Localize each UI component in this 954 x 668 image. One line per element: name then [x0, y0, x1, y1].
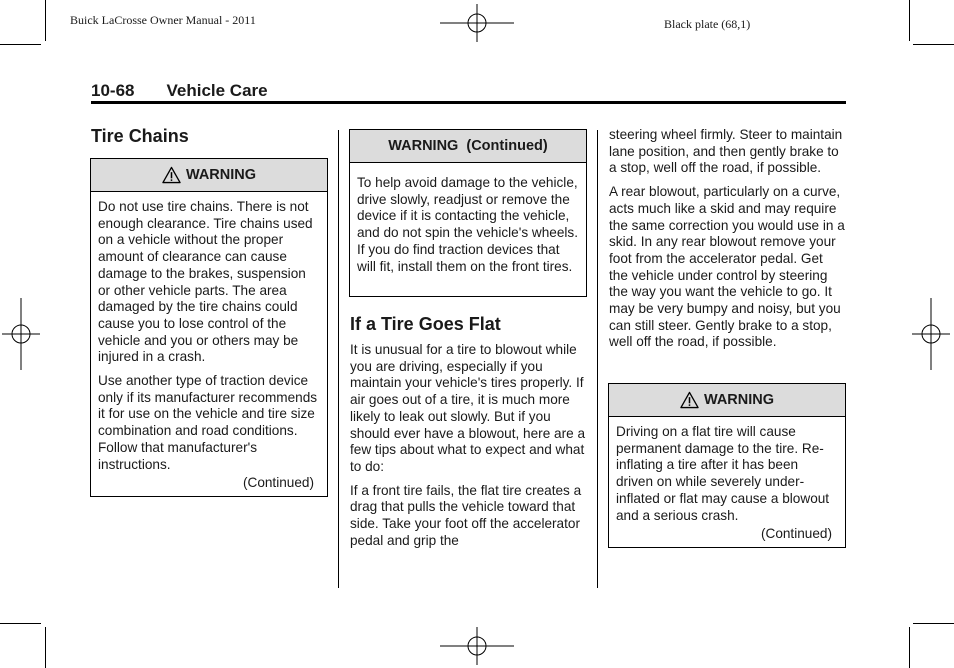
- plate-label: Black plate (68,1): [664, 17, 751, 31]
- warning-paragraph: Use another type of traction device only if its manufacturer recommends it for use on the vehicle and tire size combination and road conditions. Follow that manufacturer's instructions.: [98, 373, 318, 472]
- section-heading-tire-chains: Tire Chains: [91, 126, 189, 146]
- blowout-text: [609, 127, 845, 358]
- warning-title: WARNING (Continued): [388, 138, 548, 154]
- warning-box: [90, 158, 328, 497]
- running-head: [91, 81, 268, 101]
- warning-title: WARNING: [703, 392, 775, 408]
- warning-header: [350, 130, 586, 163]
- warning-box: [608, 383, 846, 548]
- warning-paragraph: To help avoid damage to the vehicle, drive slowly, readjust or remove the device if it is contacting the vehicle, and do not spin the vehicle's wheels. If you do find traction devices that will fit, install them on the front tires.: [357, 175, 578, 274]
- registration-mark-icon: [440, 627, 514, 665]
- warning-header: [609, 384, 845, 417]
- body-paragraph: It is unusual for a tire to blowout while you are driving, especially if you maintain your vehicle's tires properly. If air goes out of a tire, it is much more likely to leak out slowly. But if you should ever have a blowout, here are a few tips about what to expect and what to do:: [350, 342, 586, 474]
- flat-tire-text: [350, 342, 586, 556]
- body-paragraph: steering wheel firmly. Steer to maintain lane position, and then gently brake to a stop, well off the road, if possible.: [609, 127, 843, 176]
- warning-box-continued: [349, 129, 587, 297]
- crop-mark: [909, 0, 910, 41]
- section-title: Vehicle Care: [166, 81, 268, 100]
- page-number: 10-68: [91, 81, 135, 100]
- warning-triangle-icon: [162, 166, 181, 184]
- crop-mark: [913, 44, 954, 45]
- crop-mark: [0, 623, 41, 624]
- crop-mark: [0, 44, 41, 45]
- section-heading-flat-tire: If a Tire Goes Flat: [350, 314, 501, 334]
- warning-paragraph: Driving on a flat tire will cause permanent damage to the tire. Re-inflating a tire after it has been driven on while severely under-inflated or flat may cause a blowout and a serious crash.: [616, 424, 830, 523]
- registration-mark-icon: [2, 298, 40, 370]
- column-divider: [597, 130, 598, 588]
- crop-mark: [45, 627, 46, 668]
- manual-title: Buick LaCrosse Owner Manual - 2011: [70, 13, 256, 27]
- crop-mark: [45, 0, 46, 41]
- continued-label: (Continued): [242, 475, 314, 491]
- crop-mark: [909, 627, 910, 668]
- crop-mark: [913, 623, 954, 624]
- header-rule: [91, 101, 846, 104]
- warning-paragraph: Do not use tire chains. There is not enough clearance. Tire chains used on a vehicle without the proper amount of clearance can cause damage to the brakes, suspension or other vehicle parts. The area damaged by the tire chains could cause you to lose control of the vehicle and you or others may be injured in a crash.: [98, 199, 313, 365]
- registration-mark-icon: [440, 4, 514, 42]
- warning-triangle-icon: [680, 391, 699, 409]
- body-paragraph: If a front tire fails, the flat tire creates a drag that pulls the vehicle toward that side. Take your foot off the accelerator pedal and grip the: [350, 482, 582, 548]
- warning-header: [91, 159, 327, 192]
- continued-label: (Continued): [760, 526, 832, 542]
- body-paragraph: A rear blowout, particularly on a curve, acts much like a skid and may require the same correction you would use in a skid. In any rear blowout remove your foot from the accelerator pedal. Get the vehicle under control by steering the way you want the vehicle to go. It may be very bumpy and noisy, but you can still steer. Gently brake to a stop, well off the road, if possible.: [609, 184, 845, 350]
- registration-mark-icon: [912, 298, 950, 370]
- warning-title: WARNING: [185, 167, 257, 183]
- column-divider: [338, 130, 339, 588]
